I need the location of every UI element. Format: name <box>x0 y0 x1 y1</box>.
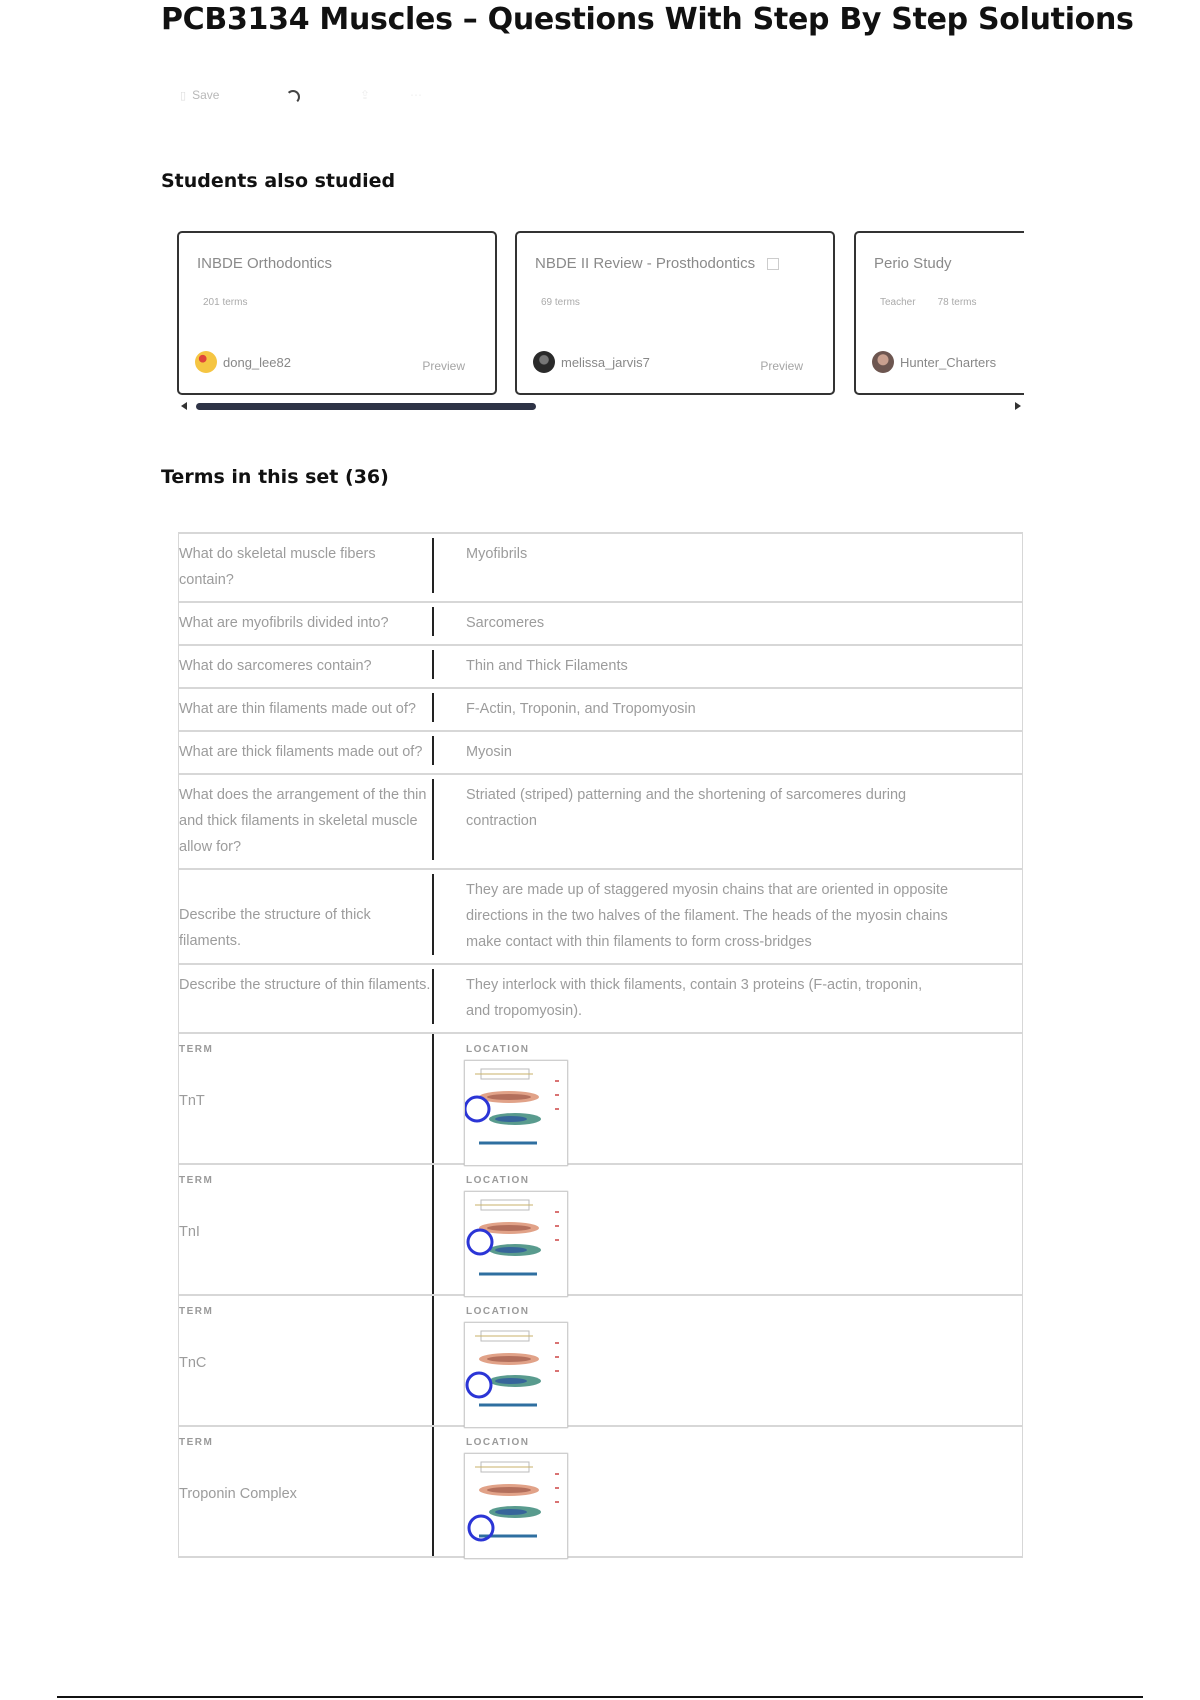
card-user <box>872 351 996 373</box>
table-row <box>178 775 1023 870</box>
term-label: TERM <box>179 1306 214 1317</box>
table-row <box>178 689 1023 732</box>
table-row <box>178 534 1023 603</box>
term-label: TERM <box>179 1437 214 1448</box>
page-bottom-rule <box>57 1696 1143 1698</box>
terms-table <box>178 532 1023 1558</box>
term-text: What are thin filaments made out of? <box>179 693 434 722</box>
carousel-scrollbar[interactable] <box>176 400 1024 412</box>
save-button[interactable] <box>180 88 219 102</box>
term-text: What do sarcomeres contain? <box>179 650 434 679</box>
location-cell <box>434 1296 1022 1425</box>
username: melissa_jarvis7 <box>561 354 650 370</box>
definition-text: Sarcomeres <box>466 615 545 631</box>
table-row <box>178 1165 1023 1296</box>
table-row <box>178 965 1023 1034</box>
location-cell <box>434 1427 1022 1556</box>
diagram-thumbnail[interactable] <box>464 1322 568 1428</box>
card-preview-link[interactable]: Preview <box>760 359 803 373</box>
term-text: TnT <box>179 1093 205 1109</box>
term-text: Describe the structure of thick filaments. <box>179 874 434 955</box>
definition-text: They interlock with thick filaments, contain 3 proteins (F-actin, troponin, and tropomyosin). <box>466 977 923 1019</box>
avatar <box>872 351 894 373</box>
muscle-filament-diagram-icon <box>465 1454 565 1556</box>
term-cell <box>179 1427 434 1556</box>
bookmark-icon: ▯ <box>180 89 187 102</box>
avatar <box>195 351 217 373</box>
term-text: What are thick filaments made out of? <box>179 736 434 765</box>
teacher-badge: Teacher <box>880 297 916 308</box>
card-meta <box>880 297 976 308</box>
save-label: Save <box>192 88 220 102</box>
spinner-icon <box>286 90 300 104</box>
card-preview-link[interactable]: Preview <box>422 359 465 373</box>
card-meta <box>203 297 247 308</box>
location-label: LOCATION <box>466 1175 530 1186</box>
study-set-card[interactable] <box>854 231 1024 395</box>
definition-text: They are made up of staggered myosin chains that are oriented in opposite directions in the two halves of the filament. The heads of the myosin chains make contact with thin filaments to form cross-bridges <box>466 882 949 950</box>
term-label: TERM <box>179 1175 214 1186</box>
term-cell <box>179 1034 434 1163</box>
username: dong_lee82 <box>223 354 291 370</box>
username: Hunter_Charters <box>900 354 997 370</box>
term-text: What does the arrangement of the thin and thick filaments in skeletal muscle allow for? <box>179 779 434 860</box>
muscle-filament-diagram-icon <box>465 1192 565 1294</box>
card-title: INBDE Orthodontics <box>197 255 333 272</box>
more-icon: ⋯ <box>410 88 422 102</box>
scroll-left-arrow-icon[interactable] <box>181 402 187 410</box>
card-user <box>195 351 291 373</box>
diagram-thumbnail[interactable] <box>464 1060 568 1166</box>
table-row <box>178 1296 1023 1427</box>
term-cell <box>179 1165 434 1294</box>
study-set-card[interactable] <box>177 231 497 395</box>
students-also-studied-heading: Students also studied <box>161 170 396 192</box>
location-cell <box>434 1034 1022 1163</box>
document-icon <box>767 258 779 270</box>
scroll-thumb[interactable] <box>196 403 536 410</box>
more-button[interactable] <box>410 88 422 102</box>
scroll-right-arrow-icon[interactable] <box>1015 402 1021 410</box>
table-row <box>178 1034 1023 1165</box>
location-label: LOCATION <box>466 1044 530 1055</box>
table-row <box>178 603 1023 646</box>
term-cell <box>179 1296 434 1425</box>
card-title <box>535 255 779 272</box>
toolbar <box>180 84 500 112</box>
definition-text: Myosin <box>466 744 512 760</box>
definition-text: F-Actin, Troponin, and Tropomyosin <box>466 701 696 717</box>
card-title-text: NBDE II Review - Prosthodontics <box>535 255 756 272</box>
table-row <box>178 732 1023 775</box>
card-terms: 78 terms <box>937 297 977 308</box>
term-text: Describe the structure of thin filaments. <box>179 969 434 1024</box>
card-terms: 201 terms <box>203 297 248 308</box>
card-meta <box>541 297 580 308</box>
term-text: Troponin Complex <box>179 1486 297 1502</box>
term-text: What are myofibrils divided into? <box>179 607 434 636</box>
location-cell <box>434 1165 1022 1294</box>
term-text: TnI <box>179 1224 200 1240</box>
term-text: TnC <box>179 1355 207 1371</box>
share-icon: ⇪ <box>360 88 371 102</box>
diagram-thumbnail[interactable] <box>464 1191 568 1297</box>
study-set-carousel <box>176 229 1024 404</box>
table-row <box>178 1427 1023 1558</box>
card-user <box>533 351 650 373</box>
muscle-filament-diagram-icon <box>465 1323 565 1425</box>
location-label: LOCATION <box>466 1437 530 1448</box>
diagram-thumbnail[interactable] <box>464 1453 568 1559</box>
page-title: PCB3134 Muscles – Questions With Step By Step Solutions <box>161 2 1134 37</box>
table-row <box>178 870 1023 965</box>
definition-text: Myofibrils <box>466 546 528 562</box>
terms-heading: Terms in this set (36) <box>161 466 389 488</box>
share-button[interactable] <box>360 88 370 102</box>
table-row <box>178 646 1023 689</box>
avatar <box>533 351 555 373</box>
card-terms: 69 terms <box>541 297 580 308</box>
location-label: LOCATION <box>466 1306 530 1317</box>
loading-spinner <box>286 90 300 104</box>
definition-text: Striated (striped) patterning and the shortening of sarcomeres during contraction <box>466 787 907 829</box>
muscle-filament-diagram-icon <box>465 1061 565 1163</box>
card-title: Perio Study <box>874 255 952 272</box>
term-text: What do skeletal muscle fibers contain? <box>179 538 434 593</box>
definition-text: Thin and Thick Filaments <box>466 658 628 674</box>
term-label: TERM <box>179 1044 214 1055</box>
study-set-card[interactable] <box>515 231 835 395</box>
